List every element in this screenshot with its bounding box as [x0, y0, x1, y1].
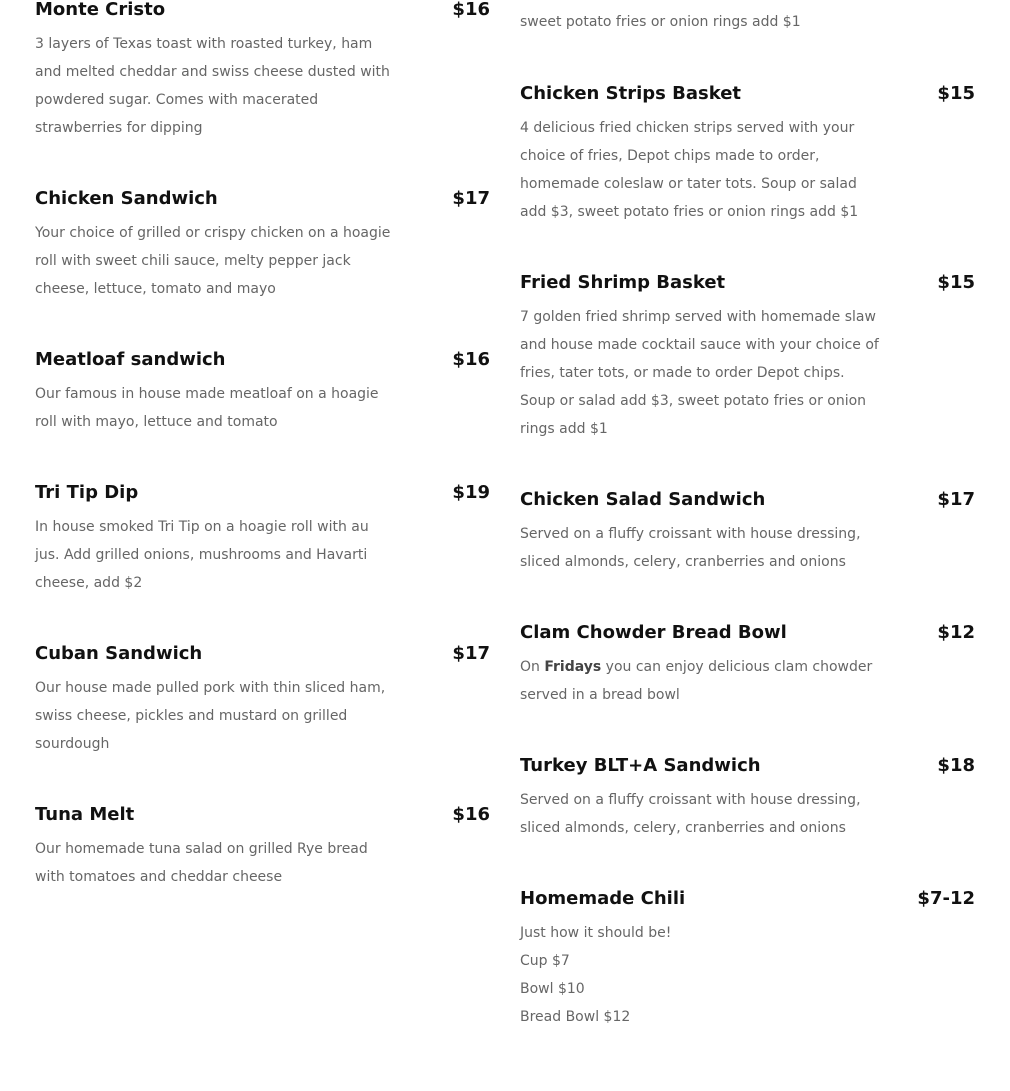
menu-item-header [35, 481, 490, 505]
menu-item-description: Served on a fluffy croissant with house dressing, sliced almonds, celery, cranberries and onions [520, 526, 861, 570]
menu-item-name: Tri Tip Dip [35, 482, 139, 503]
menu-item-name: Chicken Sandwich [35, 188, 218, 209]
description-suffix: you can enjoy delicious clam chowder served in a bread bowl [520, 659, 873, 703]
menu-item-price: $17 [452, 188, 490, 209]
menu-item-description [520, 653, 880, 709]
menu-item-price: $19 [452, 482, 490, 503]
menu-item-price: $17 [937, 489, 975, 510]
menu-item-price: $15 [937, 83, 975, 104]
menu-item-price: $15 [937, 272, 975, 293]
menu-item-header [520, 82, 975, 106]
menu-item-monte-cristo [35, 0, 490, 142]
menu-item-price: $16 [452, 0, 490, 20]
menu-item-price: $16 [452, 804, 490, 825]
description-line: Cup $7 [520, 953, 570, 969]
menu-item-name: Fried Shrimp Basket [520, 272, 726, 293]
menu-item-description: 4 delicious fried chicken strips served with your choice of fries, Depot chips made to order, homemade coleslaw or tater tots. Soup or salad add $3, sweet potato fries or onion rings add $1 [520, 120, 859, 220]
menu-item-chicken-sandwich [35, 187, 490, 303]
menu-item-header [520, 271, 975, 295]
menu-item-name: Chicken Strips Basket [520, 83, 742, 104]
menu-item-description: 7 golden fried shrimp served with homemade slaw and house made cocktail sauce with your choice of fries, tater tots, or made to order Depot chips. Soup or salad add $3, sweet potato fries or onion rings add $1 [520, 309, 879, 437]
menu-item-name: Monte Cristo [35, 0, 166, 20]
menu-item-header [35, 803, 490, 827]
menu-item-description: Your choice of grilled or crispy chicken on a hoagie roll with sweet chili sauce, melty pepper jack cheese, lettuce, tomato and mayo [35, 225, 391, 297]
menu-item-chicken-salad-sandwich [520, 488, 975, 576]
menu-item-clam-chowder-bread-bowl [520, 621, 975, 709]
menu-item-description: Served on a fluffy croissant with house dressing, sliced almonds, celery, cranberries and onions [520, 792, 861, 836]
menu-item-tuna-melt [35, 803, 490, 891]
menu-item-cuban-sandwich [35, 642, 490, 758]
menu-item-description: In house smoked Tri Tip on a hoagie roll with au jus. Add grilled onions, mushrooms and Havarti cheese, add $2 [35, 519, 369, 591]
menu-item-name: Turkey BLT+A Sandwich [520, 755, 761, 776]
menu-item-price: $7-12 [917, 888, 975, 909]
menu-item-header [35, 0, 490, 22]
menu-item-tri-tip-dip [35, 481, 490, 597]
menu-item-header [35, 348, 490, 372]
menu-item-fried-shrimp-basket [520, 271, 975, 443]
description-line: Just how it should be! [520, 925, 672, 941]
menu-item-price: $12 [937, 622, 975, 643]
menu-item-turkey-blt-a-sandwich [520, 754, 975, 842]
menu-item-price: $16 [452, 349, 490, 370]
menu-item-name: Chicken Salad Sandwich [520, 489, 766, 510]
menu-item-description: Our house made pulled pork with thin sliced ham, swiss cheese, pickles and mustard on grilled sourdough [35, 680, 386, 752]
menu-item-description: Our famous in house made meatloaf on a hoagie roll with mayo, lettuce and tomato [35, 386, 379, 430]
menu-item-description: sweet potato fries or onion rings add $1 [520, 14, 801, 30]
menu-item-description: 3 layers of Texas toast with roasted turkey, ham and melted cheddar and swiss cheese dusted with powdered sugar. Comes with macerated strawberries for dipping [35, 36, 390, 136]
menu-item-price: $18 [937, 755, 975, 776]
menu-item-header [520, 754, 975, 778]
description-prefix: On [520, 659, 545, 675]
menu-item-name: Homemade Chili [520, 888, 686, 909]
menu-item-header [520, 887, 975, 911]
menu-item-partial-top [520, 8, 975, 36]
menu-item-name: Cuban Sandwich [35, 643, 203, 664]
menu-item-meatloaf-sandwich [35, 348, 490, 436]
menu-item-description: Our homemade tuna salad on grilled Rye bread with tomatoes and cheddar cheese [35, 841, 368, 885]
menu-item-price: $17 [452, 643, 490, 664]
menu-item-header [520, 621, 975, 645]
menu-item-chicken-strips-basket [520, 82, 975, 226]
menu-item-header [35, 187, 490, 211]
menu-item-header [520, 488, 975, 512]
menu-item-name: Clam Chowder Bread Bowl [520, 622, 787, 643]
description-line: Bowl $10 [520, 981, 585, 997]
description-highlight: Fridays [544, 659, 602, 675]
menu-item-name: Meatloaf sandwich [35, 349, 226, 370]
menu-item-name: Tuna Melt [35, 804, 135, 825]
menu-item-homemade-chili [520, 887, 975, 1031]
menu-item-description [520, 919, 880, 1031]
description-line: Bread Bowl $12 [520, 1009, 631, 1025]
menu-item-header [35, 642, 490, 666]
